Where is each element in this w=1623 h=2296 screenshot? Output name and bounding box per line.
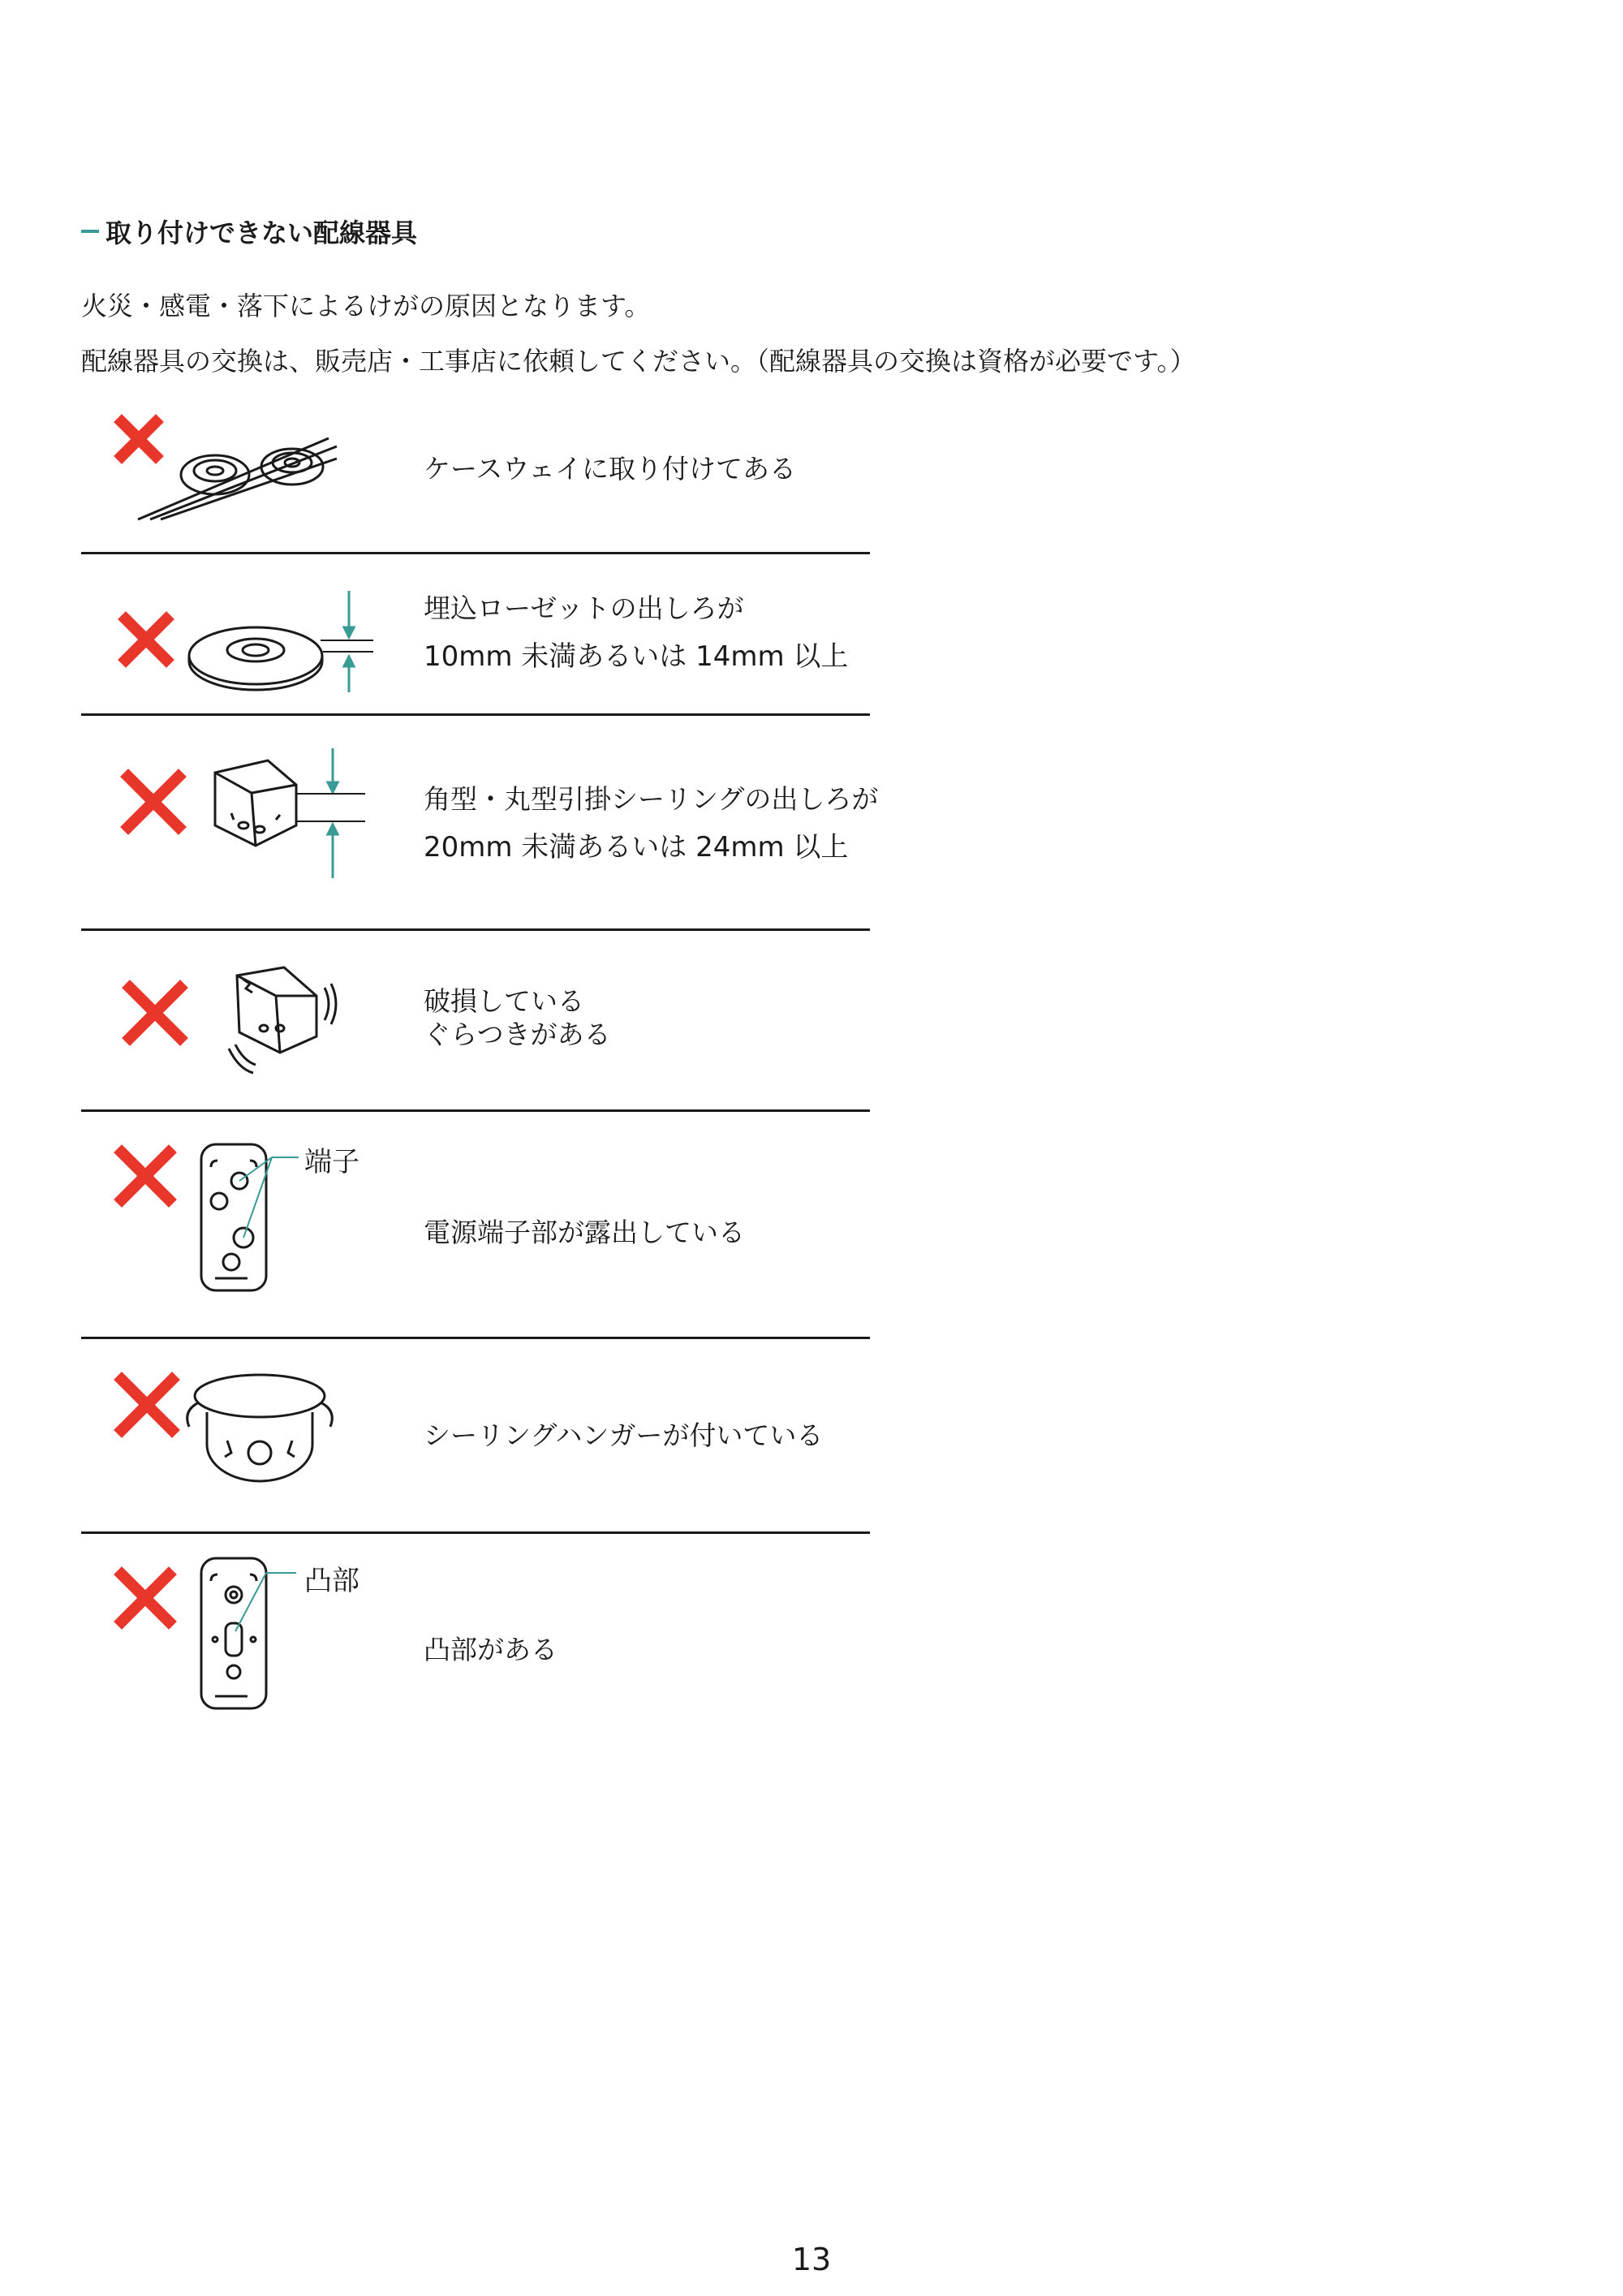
list-item-flush-rosette — [0, 554, 893, 713]
instruction-text: 配線器具の交換は、販売店・工事店に依頼してください。（配線器具の交換は資格が必要です。） — [81, 346, 1196, 377]
section-title: 取り付けできない配線器具 — [105, 218, 418, 248]
list-item-protrusion — [0, 1534, 893, 1729]
section-heading — [81, 213, 417, 250]
protrusion-plate-icon — [114, 1550, 325, 1729]
item-text: 電源端子部が露出している — [424, 1217, 745, 1248]
list-item-caseway — [0, 406, 893, 552]
item-text: ケースウェイに取り付けてある — [424, 453, 797, 485]
damaged-block-icon — [114, 963, 357, 1093]
exposed-terminal-icon — [114, 1136, 325, 1315]
ceiling-hook-block-icon — [114, 748, 390, 894]
list-item-ceiling-hanger — [0, 1339, 893, 1531]
item-subtext: ぐらつきがある — [424, 1019, 611, 1051]
list-item-ceiling-hook — [0, 716, 893, 928]
terminal-label: 端子 — [304, 1146, 359, 1178]
case-way-icon — [114, 414, 341, 528]
item-subtext: 10mm 未満あるいは 14mm 以上 — [424, 640, 849, 674]
item-subtext: 20mm 未満あるいは 24mm 以上 — [424, 831, 849, 864]
warning-text: 火災・感電・落下によるけがの原因となります。 — [81, 291, 651, 321]
protrusion-label: 凸部 — [304, 1565, 359, 1597]
item-text: 破損している — [424, 985, 584, 1017]
item-text: 埋込ローゼットの出しろが — [424, 592, 744, 624]
list-item-exposed-terminal — [0, 1112, 893, 1337]
list-item-damaged — [0, 931, 893, 1109]
item-text: 凸部がある — [424, 1634, 558, 1665]
ceiling-hanger-icon — [114, 1363, 357, 1518]
heading-dash-icon — [81, 230, 99, 233]
page-number: 13 — [791, 2242, 832, 2277]
item-text: 角型・丸型引掛シーリングの出しろが — [424, 783, 879, 815]
flush-rosette-icon — [114, 579, 390, 700]
item-text: シーリングハンガーが付いている — [424, 1419, 824, 1451]
